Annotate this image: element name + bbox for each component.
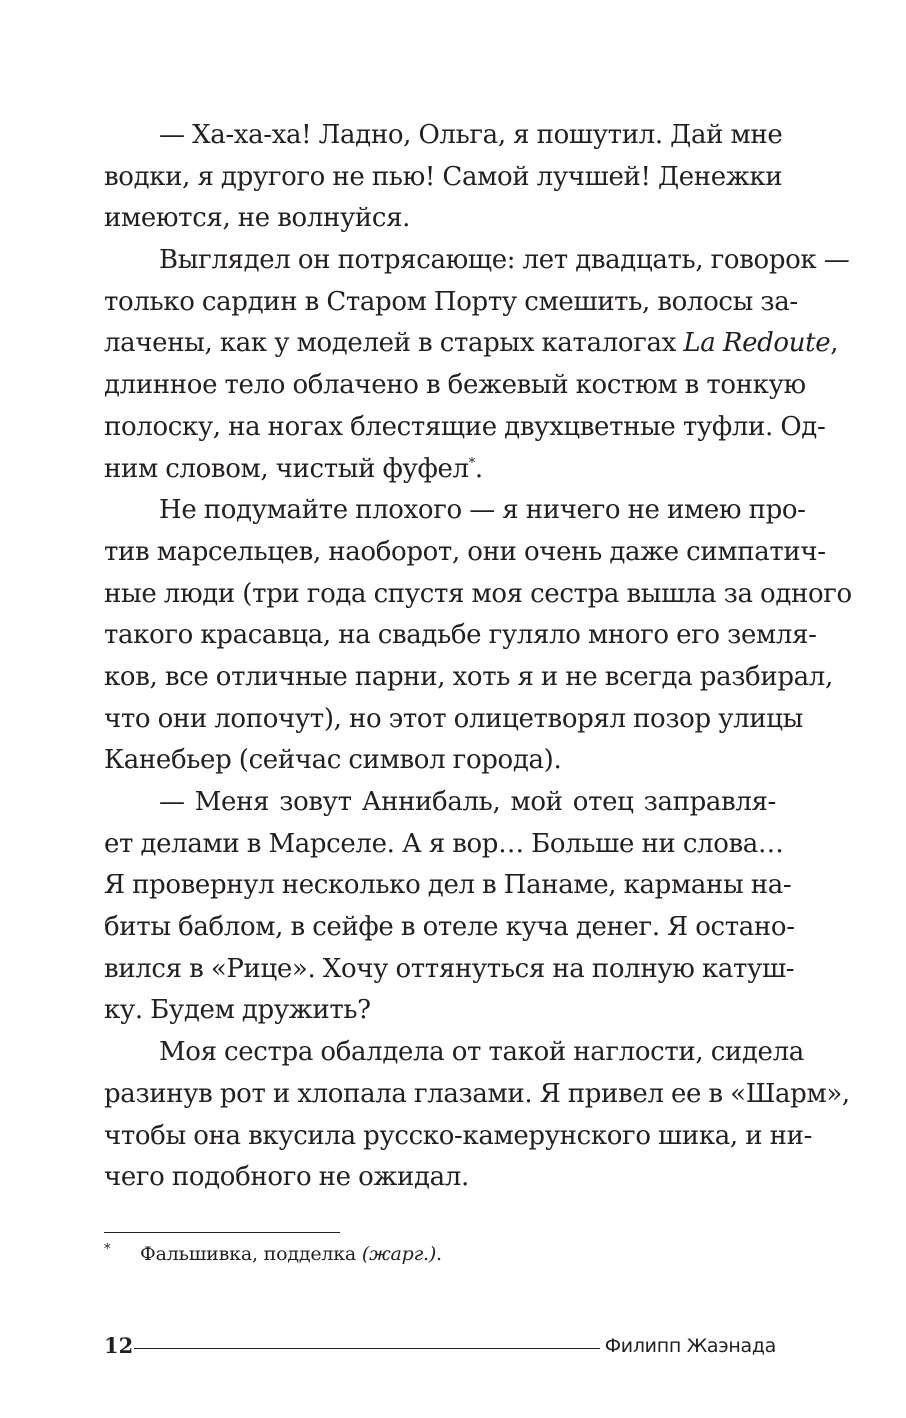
footnote-text (140, 1240, 442, 1268)
page-number: 12 (104, 1333, 134, 1358)
text-line: такого красавца, на свадьбе гуляло много его земля- (104, 620, 817, 651)
text-line: только сардин в Старом Порту смешить, волосы за- (104, 286, 798, 317)
text-line: — Ха-ха-ха! Ладно, Ольга, я пошутил. Дай мне (159, 120, 783, 150)
text-line: водки, я другого не пью! Самой лучшей! Денежки (104, 161, 783, 192)
text-line: биты баблом, в сейфе в отеле куча денег. Я остано- (104, 912, 795, 943)
footnote-ref-suffix: . (474, 453, 483, 484)
title-suffix: , (830, 328, 839, 359)
text-line: ет делами в Марселе. А я вор… Больше ни слова… (104, 828, 784, 859)
text-line: длинное тело облачено в бежевый костюм в тонкую (104, 370, 806, 401)
body-text (104, 115, 852, 1199)
text-line: — Меня зовут Аннибаль, мой отец заправля- (159, 787, 776, 817)
text-line: ные люди (три года спустя моя сестра вышла за одного (104, 578, 852, 609)
text-line: полоску, на ногах блестящие двухцветные туфли. Од- (104, 411, 826, 442)
text-line: разинув рот и хлопала глазами. Я привел ее в «Шарм», (104, 1078, 850, 1109)
text-line: ку. Будем дружить? (104, 995, 371, 1026)
italic-title: La Redoute (683, 328, 831, 359)
text-line: Не подумайте плохого — я ничего не имею про- (159, 495, 806, 526)
footnote-reference: * (468, 455, 475, 471)
text-line: что они лопочут), но этот олицетворял позор улицы (104, 703, 803, 734)
text-line: Моя сестра обалдела от такой наглости, сидела (159, 1037, 804, 1068)
text-line: чего подобного не ожидал. (104, 1162, 469, 1193)
footer-divider (134, 1348, 600, 1349)
text-line: Канебьер (сейчас символ города). (104, 745, 562, 776)
text-line: чтобы она вкусила русско-камерунского шика, и ни- (104, 1120, 813, 1151)
footnote-body: Фальшивка, подделка (140, 1243, 362, 1265)
text-line: вился в «Рице». Хочу оттянуться на полную катуш- (104, 953, 795, 984)
text-line: имеются, не волнуйся. (104, 203, 411, 234)
footnote-mark: * (104, 1242, 111, 1257)
footnote-divider (104, 1232, 340, 1233)
text-line-start: ним словом, чистый фуфел (104, 453, 469, 484)
text-line: ков, все отличные парни, хоть я и не всегда разбирал, (104, 661, 833, 692)
text-line: Я провернул несколько дел в Панаме, карманы на- (104, 870, 792, 901)
text-line-start: лачены, как у моделей в старых каталогах (104, 328, 684, 359)
footnote-abbreviation: (жарг.) (361, 1243, 437, 1265)
page-footer (104, 1331, 776, 1361)
footnote-end: . (436, 1243, 442, 1265)
text-line-with-title (104, 323, 839, 365)
running-head-author: Филипп Жаэнада (604, 1335, 776, 1357)
text-line: Выглядел он потрясающе: лет двадцать, говорок — (159, 245, 850, 276)
text-line: тив марсельцев, наоборот, они очень даже симпатич- (104, 536, 826, 567)
text-line-with-footnote-ref (104, 449, 776, 491)
